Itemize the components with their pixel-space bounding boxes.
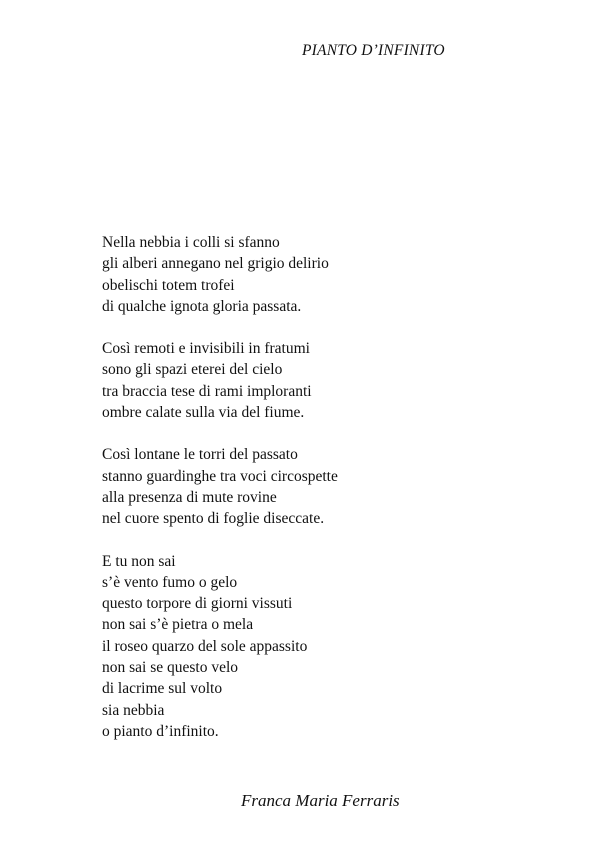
- poem-title: PIANTO D’INFINITO: [302, 42, 445, 59]
- poem-line: ombre calate sulla via del fiume.: [102, 404, 305, 422]
- poem-line: Così remoti e invisibili in fratumi: [102, 340, 310, 358]
- poem-line: obelischi totem trofei: [102, 276, 235, 294]
- stanza-2: [102, 338, 532, 423]
- poem-body: [102, 232, 532, 763]
- poem-line: nel cuore spento di foglie diseccate.: [102, 510, 325, 528]
- poem-line: stanno guardinghe tra voci circospette: [102, 467, 338, 485]
- poem-line: il roseo quarzo del sole appassito: [102, 637, 308, 655]
- poem-line: Nella nebbia i colli si sfanno: [102, 234, 280, 251]
- poem-line: Così lontane le torri del passato: [102, 446, 298, 464]
- stanza-4: [102, 551, 532, 743]
- poem-line: questo torpore di giorni vissuti: [102, 595, 293, 613]
- poem-line: gli alberi annegano nel grigio delirio: [102, 255, 329, 273]
- poem-line: di qualche ignota gloria passata.: [102, 297, 302, 315]
- poem-line: sono gli spazi eterei del cielo: [102, 361, 283, 379]
- poem-line: alla presenza di mute rovine: [102, 488, 277, 506]
- poem-line: non sai s’è pietra o mela: [102, 616, 254, 634]
- stanza-1: [102, 232, 532, 317]
- poem-line: tra braccia tese di rami imploranti: [102, 382, 312, 400]
- poem-line: non sai se questo velo: [102, 659, 239, 677]
- author-signature: Franca Maria Ferraris: [241, 791, 400, 810]
- poem-line: sia nebbia: [102, 701, 165, 719]
- stanza-3: [102, 444, 532, 529]
- poem-line: di lacrime sul volto: [102, 680, 223, 698]
- poem-line: o pianto d’infinito.: [102, 722, 219, 740]
- poem-line: s’è vento fumo o gelo: [102, 573, 238, 591]
- poem-line: E tu non sai: [102, 552, 176, 570]
